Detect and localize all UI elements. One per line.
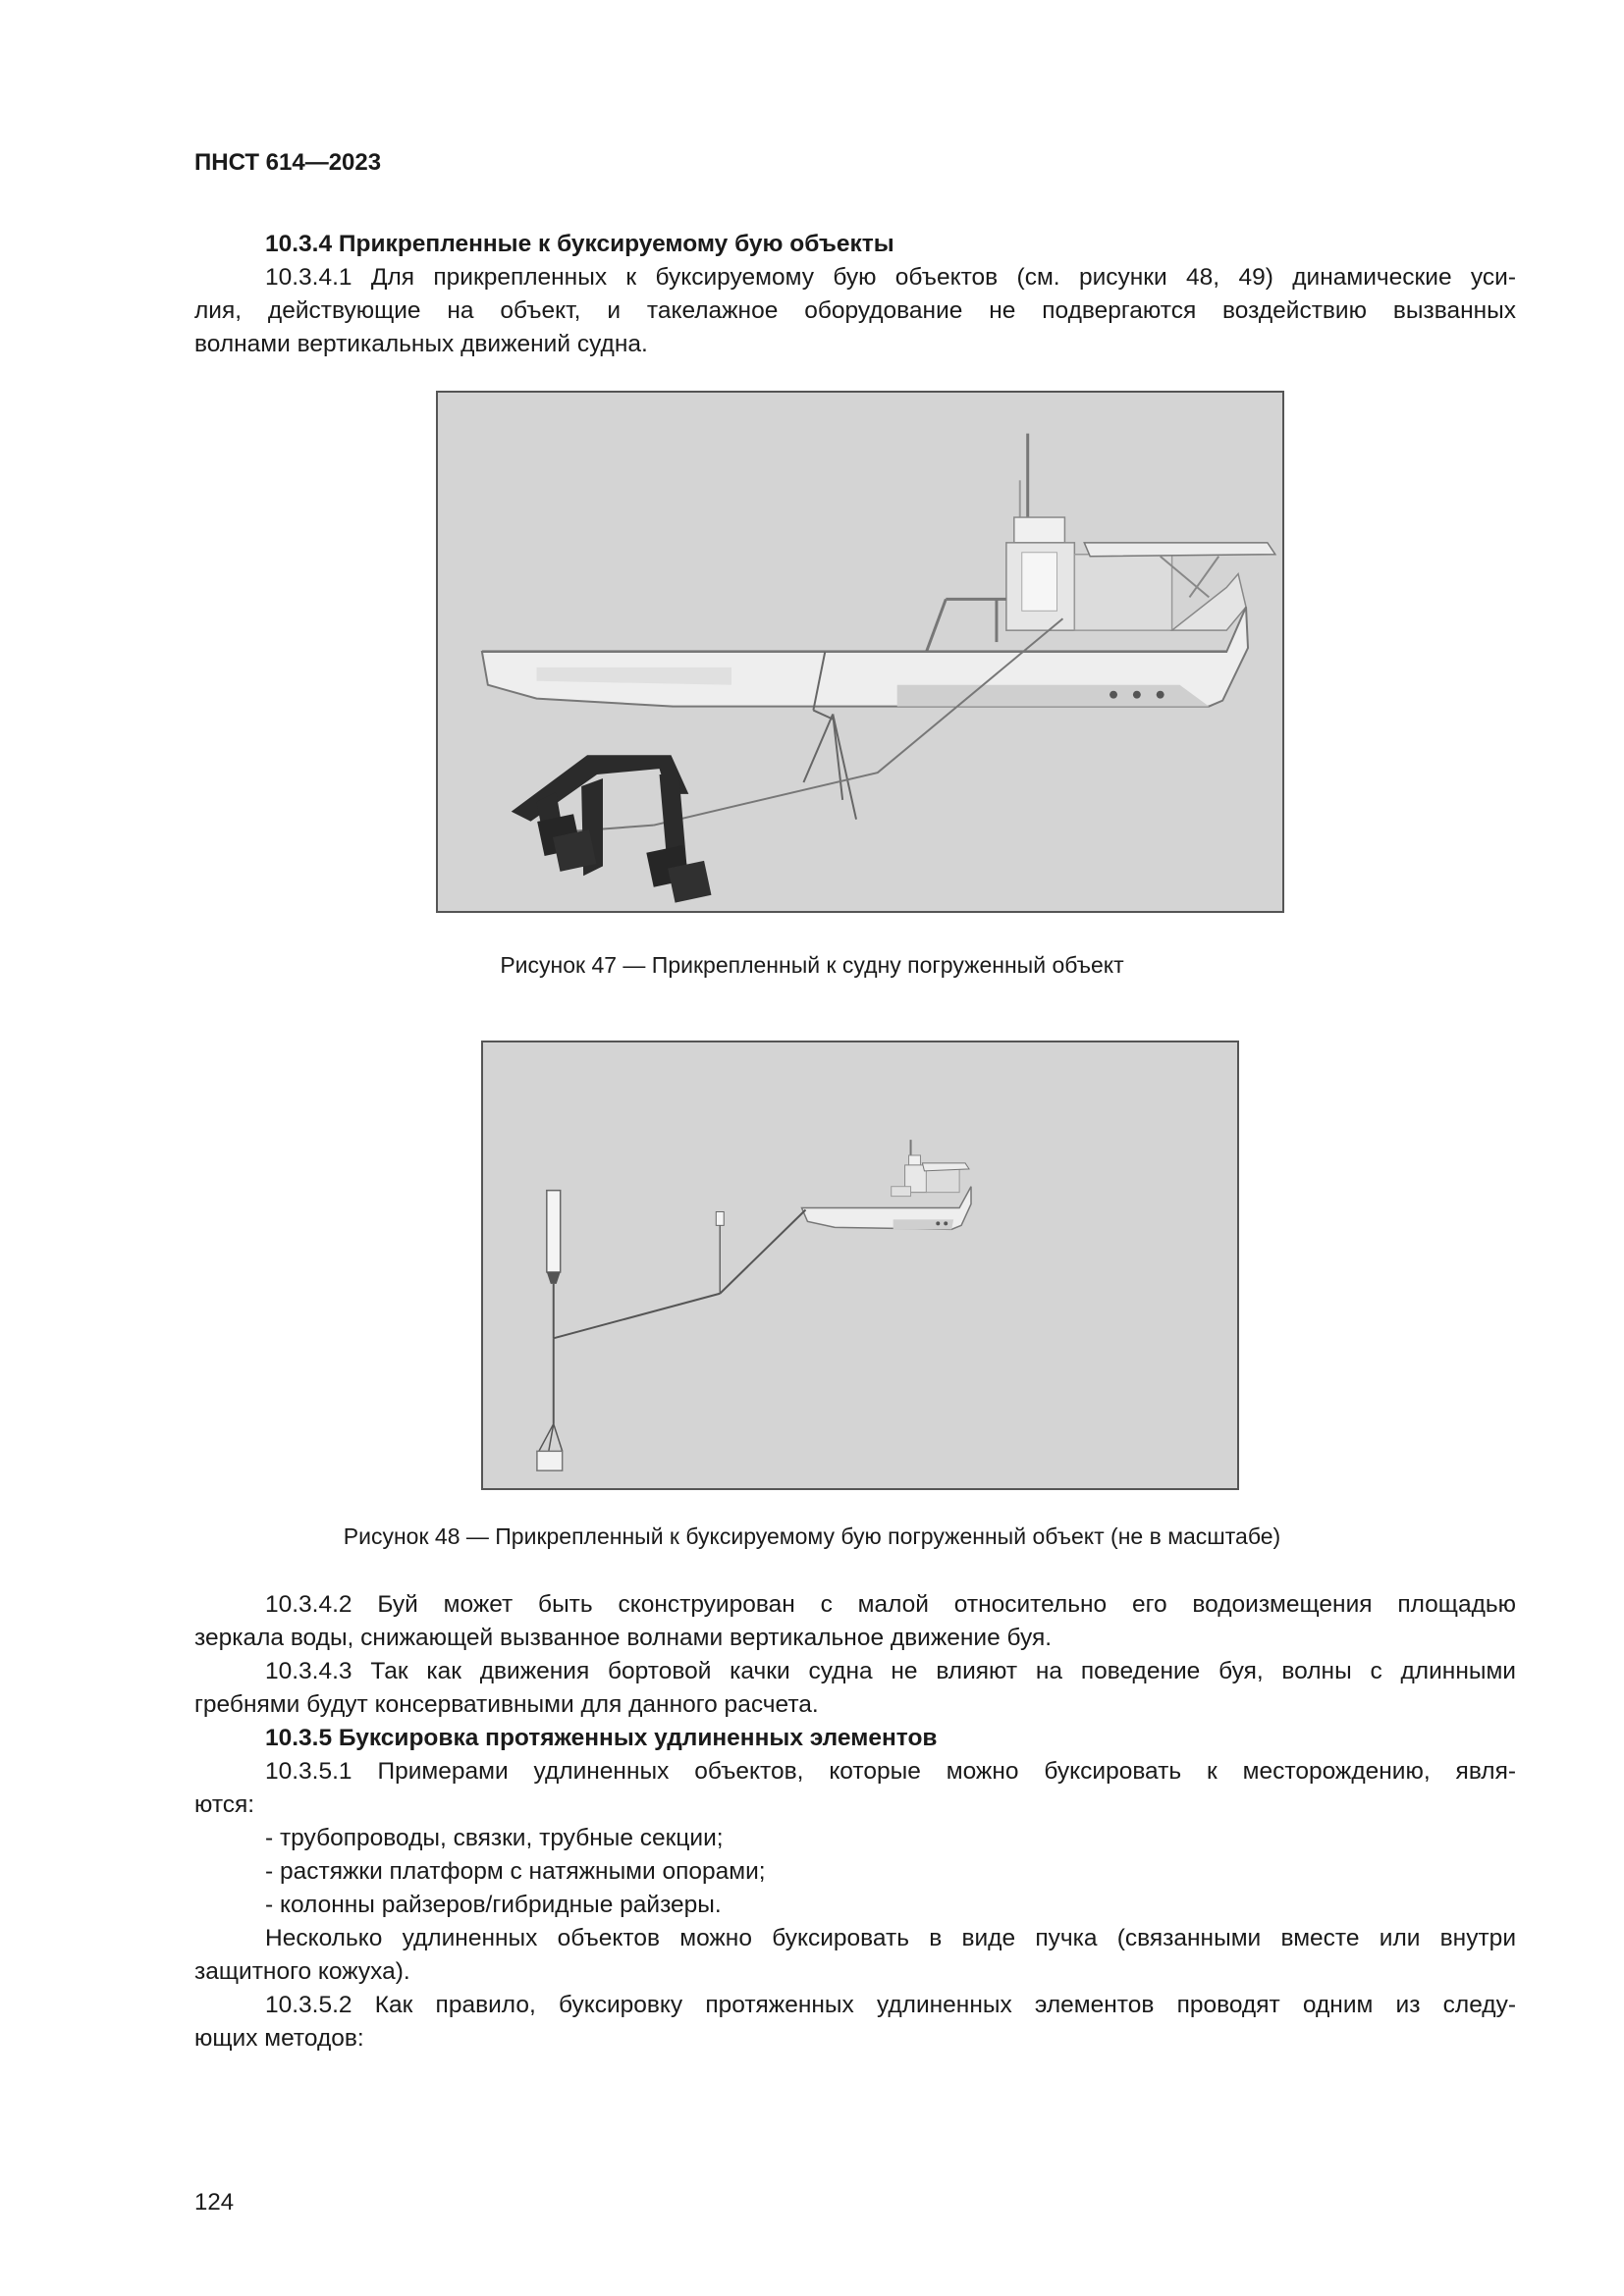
figure-47-vessel-attached-object (436, 391, 1284, 913)
paragraph-10-3-5-1-line1: 10.3.5.1 Примерами удлиненных объектов, которые можно буксировать к месторождению, явля- (265, 1758, 1516, 1785)
paragraph-10-3-4-3-line1: 10.3.4.3 Так как движения бортовой качки судна не влияют на поведение буя, волны с длинными (265, 1658, 1516, 1684)
list-item: - растяжки платформ с натяжными опорами; (265, 1858, 766, 1885)
page-number: 124 (194, 2189, 235, 2216)
spar-buoy-icon (547, 1191, 561, 1272)
paragraph-10-3-5-2-line2: ющих методов: (194, 2025, 364, 2052)
figure-47-caption: Рисунок 47 — Прикрепленный к судну погруженный объект (500, 952, 1124, 978)
paragraph-10-3-5-2-line1: 10.3.5.2 Как правило, буксировку протяженных удлиненных элементов проводят одним из следу- (265, 1992, 1516, 2018)
paragraph-10-3-4-1-line1: 10.3.4.1 Для прикрепленных к буксируемому бую объектов (см. рисунки 48, 49) динамические уси- (265, 264, 1516, 291)
paragraph-10-3-4-1-line2: лия, действующие на объект, и такелажное оборудование не подвергаются воздействию вызванных (194, 297, 1516, 324)
paragraph-10-3-4-2-line1: 10.3.4.2 Буй может быть сконструирован с малой относительно его водоизмещения площадью (265, 1591, 1516, 1618)
helideck (1084, 543, 1275, 557)
paragraph-10-3-4-2-line2: зеркала воды, снижающей вызванное волнами вертикальное движение буя. (194, 1625, 1053, 1651)
list-item: - трубопроводы, связки, трубные секции; (265, 1825, 724, 1851)
figure-48-caption: Рисунок 48 — Прикрепленный к буксируемому бую погруженный объект (не в масштабе) (343, 1523, 1281, 1549)
porthole-icon (1157, 691, 1164, 699)
superstructure-right (1074, 555, 1171, 630)
paragraph-10-3-4-3-line2: гребнями будут консервативными для данного расчета. (194, 1691, 819, 1718)
porthole-icon (1110, 691, 1117, 699)
figure-48-drawing (483, 1042, 1237, 1488)
towline (654, 618, 1063, 825)
towline (554, 1294, 721, 1339)
subsea-object-icon (537, 1451, 563, 1470)
section-heading-10-3-5: 10.3.5 Буксировка протяженных удлиненных элементов (265, 1725, 938, 1751)
paragraph-10-3-5-1b-line1: Несколько удлиненных объектов можно буксировать в виде пучка (связанными вместе или внутри (265, 1925, 1516, 1951)
marker-buoy-icon (716, 1211, 724, 1225)
document-code-header: ПНСТ 614—2023 (194, 149, 382, 176)
porthole-icon (1133, 691, 1141, 699)
list-item: - колонны райзеров/гибридные райзеры. (265, 1892, 722, 1918)
paragraph-10-3-4-1-line3: волнами вертикальных движений судна. (194, 331, 648, 357)
wheelhouse-top (1014, 517, 1065, 543)
paragraph-10-3-5-1b-line2: защитного кожуха). (194, 1958, 410, 1985)
figure-48-towed-buoy-object (481, 1041, 1239, 1490)
paragraph-10-3-5-1-line2: ются: (194, 1791, 255, 1818)
section-heading-10-3-4: 10.3.4 Прикрепленные к буксируемому бую объекты (265, 231, 894, 257)
figure-47-drawing (438, 393, 1282, 911)
